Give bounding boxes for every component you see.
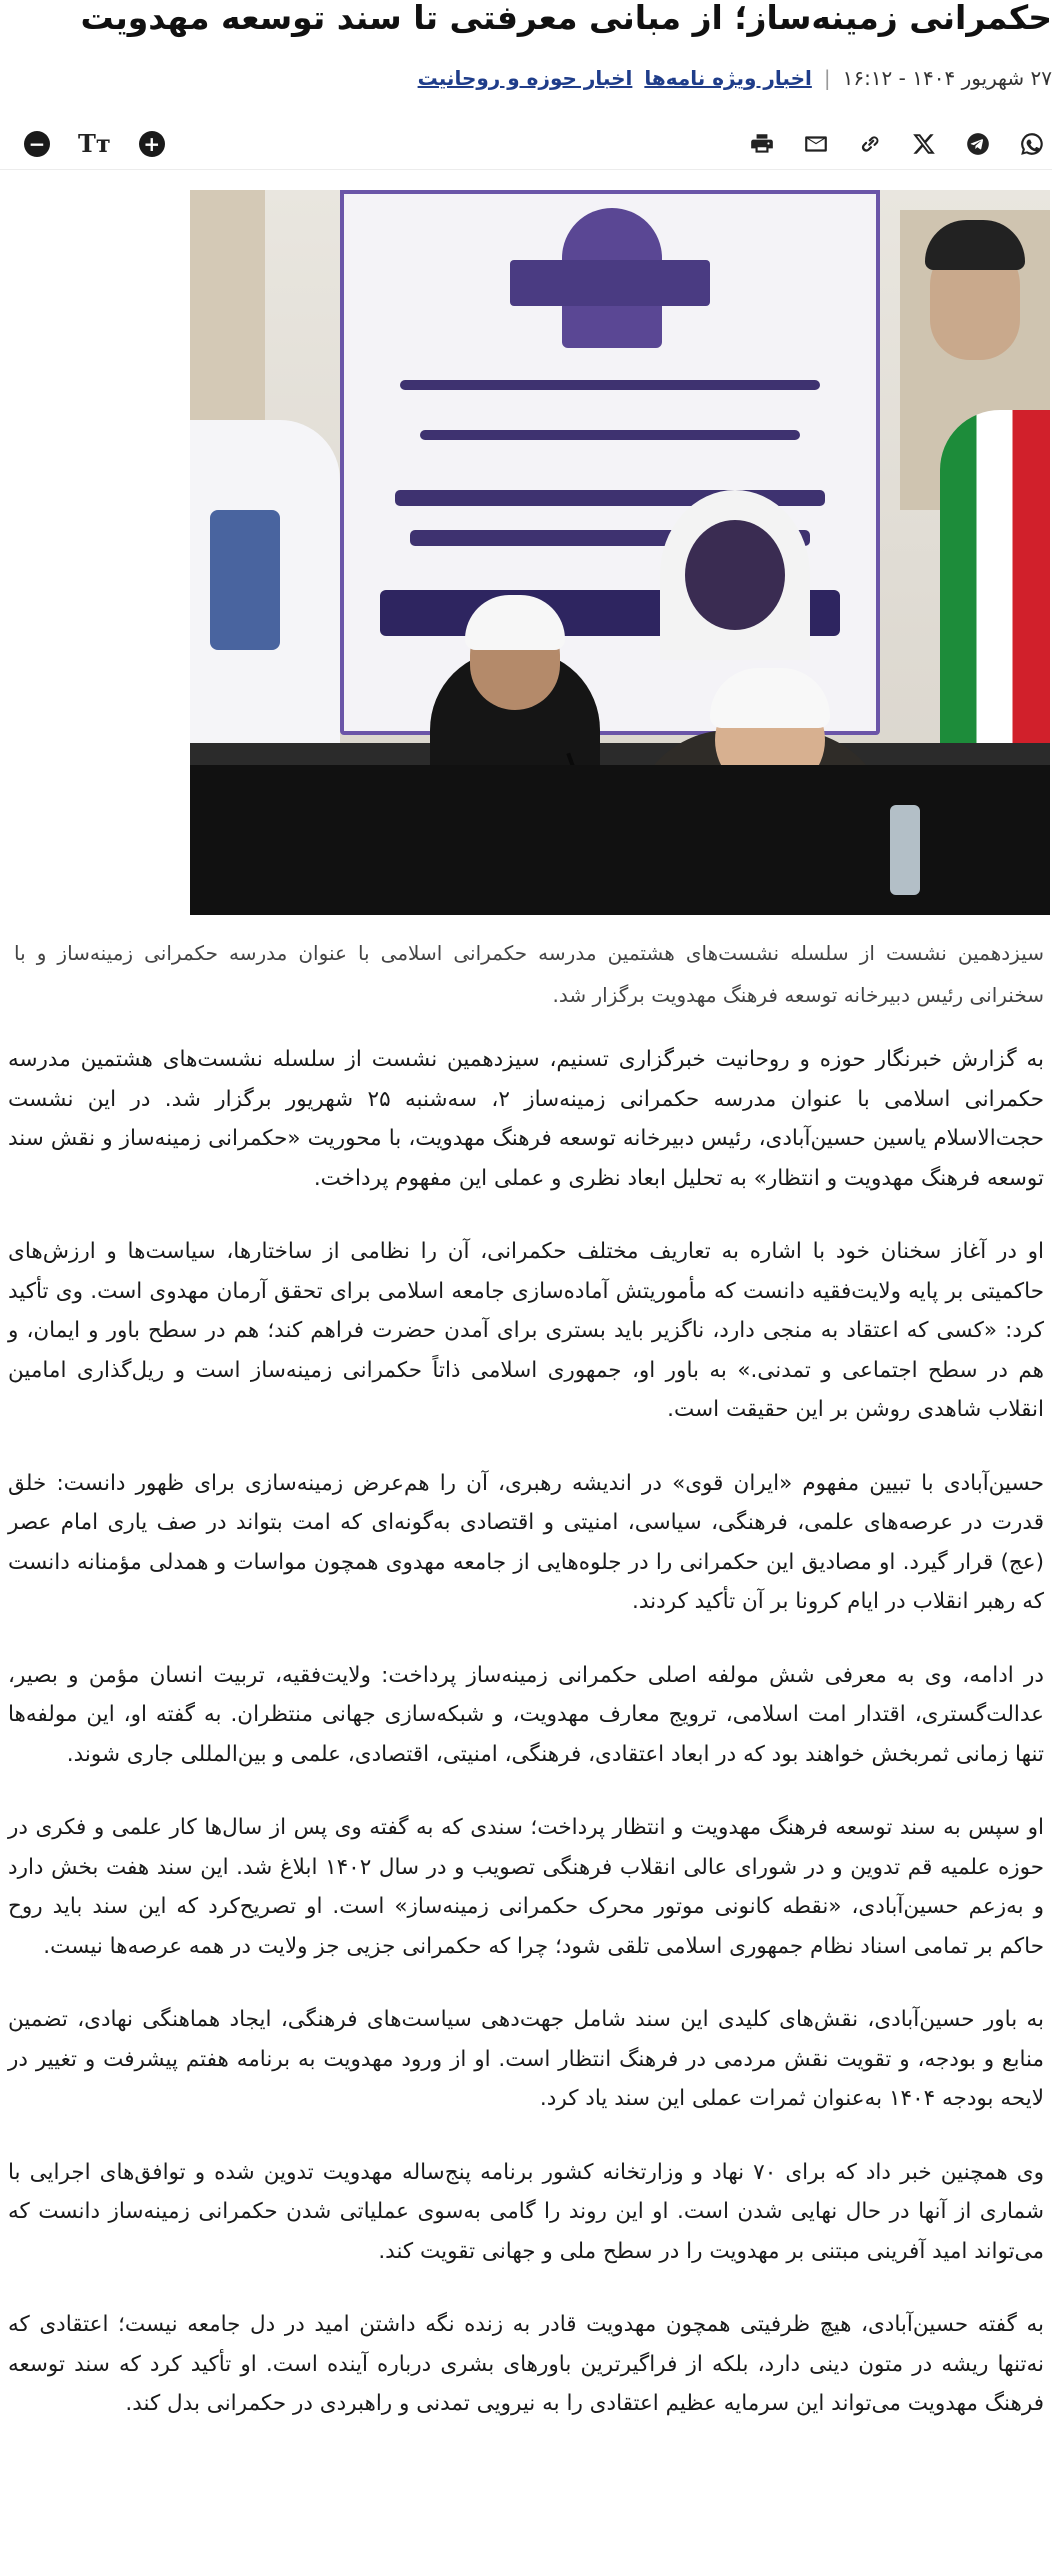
article-paragraph: به گزارش خبرنگار حوزه و روحانیت خبرگزاری تسنیم، سیزدهمین نشست از سلسله نشست‌های هشتمین مدرسه حکمرانی اسلامی با عنوان مدرسه حکمرانی زمینه‌ساز ۲، سه‌شنبه ۲۵ شهریور برگزار شد. در این نشست حجت‌الاسلام یاسین حسین‌آبادی، رئیس دبیرخانه توسعه فرهنگ مهدویت، با محوریت «حکمرانی زمینه‌ساز و نقش سند توسعه فرهنگ مهدویت و انتظار» به تحلیل ابعاد نظری و عملی این مفهوم پرداخت. <box>8 1047 1045 1191</box>
share-icons <box>746 128 1052 160</box>
article-photo <box>190 190 1050 915</box>
article-body <box>8 1040 1044 2458</box>
print-icon[interactable] <box>746 128 778 160</box>
font-increase-button[interactable]: + <box>139 131 165 157</box>
font-decrease-button[interactable]: − <box>24 131 50 157</box>
article-paragraph: در ادامه، وی به معرفی شش مولفه اصلی حکمرانی زمینه‌ساز پرداخت: ولایت‌فقیه، تربیت انسان مؤمن و بصیر، عدالت‌گستری، اقتدار امت اسلامی، ترویج معارف مهدویت، و شبکه‌سازی جهانی منتظران. به گفته او، این مولفه‌ها تنها زمانی ثمربخش خواهند بود که در ابعاد اعتقادی، فرهنگی، امنیتی، اقتصادی، علمی و بین‌المللی جاری شوند. <box>8 1662 1044 1767</box>
font-size-controls <box>0 129 165 158</box>
article-paragraph: او سپس به سند توسعه فرهنگ مهدویت و انتظار پرداخت؛ سندی که به گفته وی پس از سال‌ها کار علمی و فکری در حوزه علمیه قم تدوین و در شورای عالی انقلاب فرهنگی تصویب و در سال ۱۴۰۲ ابلاغ شد. این سند هفت بخش دارد و به‌زعم حسین‌آبادی، «نقطه کانونی موتور محرک حکمرانی زمینه‌ساز» است. او تصریح‌کرد که این سند باید روح حاکم بر تمامی اسناد نظام جمهوری اسلامی تلقی شود؛ چرا که حکمرانی جزیی جز ولایت در همه عرصه‌ها نیست. <box>8 1815 1044 1959</box>
article-paragraph: وی همچنین خبر داد که برای ۷۰ نهاد و وزارتخانه کشور برنامه پنج‌ساله مهدویت تدوین شده و توافق‌های اجرایی با شماری از آنها در حال نهایی شدن است. او این روند را گامی به‌سوی عملیاتی شدن حکمرانی زمینه‌ساز دانست که می‌تواند امید آفرینی مبتنی بر مهدویت را در سطح ملی و جهانی تقویت کند. <box>8 2159 1044 2264</box>
font-size-icon: Tт <box>78 129 111 158</box>
publish-datetime: ۲۷ شهریور ۱۴۰۴ - ۱۶:۱۲ <box>842 66 1052 90</box>
category-link-seminary-news[interactable]: اخبار حوزه و روحانیت <box>417 66 633 90</box>
article-paragraph: به باور حسین‌آبادی، نقش‌های کلیدی این سند شامل جهت‌دهی سیاست‌های فرهنگی، ایجاد هماهنگی نهادی، تضمین منابع و بودجه، و تقویت نقش مردمی در فرهنگ انتظار است. او از ورود مهدویت به برنامه هفتم پیشرفت و تغییر در لایحه بودجه ۱۴۰۴ به‌عنوان ثمرات عملی این سند یاد کرد. <box>8 2007 1044 2111</box>
telegram-icon[interactable] <box>962 128 994 160</box>
share-toolbar <box>0 118 1052 170</box>
photo-caption: سیزدهمین نشست از سلسله نشست‌های هشتمین مدرسه حکمرانی اسلامی با عنوان مدرسه حکمرانی زمینه‌ساز و با سخنرانی رئیس دبیرخانه توسعه فرهنگ مهدویت برگزار شد. <box>14 941 1044 1007</box>
article-paragraph: به گفته حسین‌آبادی، هیچ ظرفیتی همچون مهدویت قادر به زنده نگه داشتن امید در دل جامعه نیست؛ اعتقادی که نه‌تنها ریشه در متون دینی دارد، بلکه از فراگیرترین باورهای بشری درباره آینده است. او تأکید کرد که سند توسعه فرهنگ مهدویت می‌تواند این سرمایه عظیم اعتقادی را به نیرویی تمدنی و راهبردی در حکمرانی بدل کند. <box>8 2312 1044 2416</box>
email-icon[interactable] <box>800 128 832 160</box>
article-paragraph: حسین‌آبادی با تبیین مفهوم «ایران قوی» در اندیشه رهبری، آن را هم‌عرض زمینه‌سازی برای ظهور دانست: خلق قدرت در عرصه‌های علمی، فرهنگی، سیاسی، امنیتی و اقتصادی به‌گونه‌ای که امت بتواند در صف یاری امام عصر (عج) قرار گیرد. او مصادیق این حکمرانی را در جلوه‌هایی از جامعه مهدوی همچون مواسات و همدلی مؤمنانه دانست که رهبر انقلاب در ایام کرونا بر آن تأکید کردند. <box>8 1470 1044 1614</box>
link-icon[interactable] <box>854 128 886 160</box>
meta-separator: | <box>823 66 831 90</box>
category-link-special-news[interactable]: اخبار ویژه نامه‌ها <box>644 66 812 90</box>
article-title: حکمرانی زمینه‌ساز؛ از مبانی معرفتی تا سند توسعه مهدویت <box>80 0 1052 37</box>
whatsapp-icon[interactable] <box>1016 128 1048 160</box>
article-meta <box>0 60 1052 96</box>
x-icon[interactable] <box>908 128 940 160</box>
article-paragraph: او در آغاز سخنان خود با اشاره به تعاریف مختلف حکمرانی، آن را نظامی از ساختارها، سیاست‌ها و ارزش‌های حاکمیتی بر پایه ولایت‌فقیه دانست که مأموریتش آماده‌سازی جامعه اسلامی برای تحقق آرمان مهدوی است. وی تأکید کرد: «کسی که اعتقاد به منجی دارد، ناگزیر باید بستری برای آمدن حضرت فراهم کند؛ هم در سطح باور و ایمان، و هم در سطح اجتماعی و تمدنی.» به باور او، جمهوری اسلامی ذاتاً حکمرانی زمینه‌ساز است و ریل‌گذاری امامین انقلاب شاهدی روشن بر این حقیقت است. <box>8 1239 1044 1422</box>
